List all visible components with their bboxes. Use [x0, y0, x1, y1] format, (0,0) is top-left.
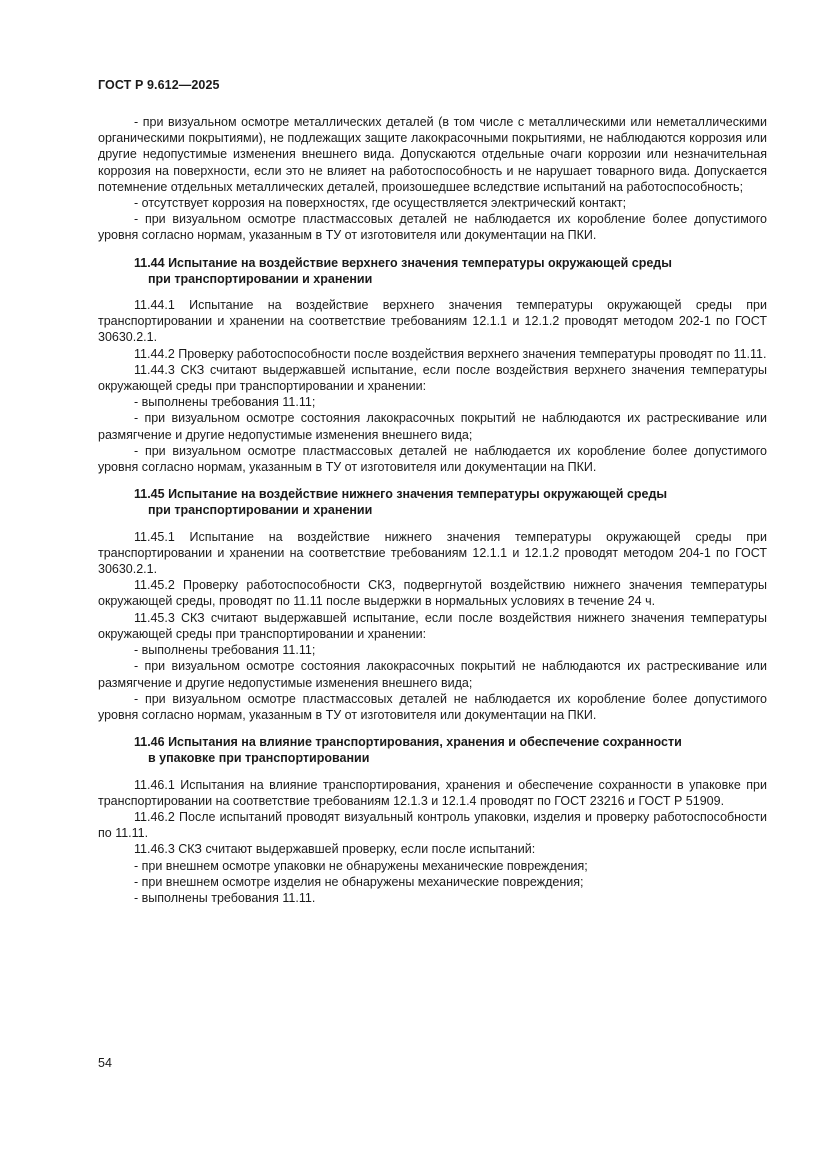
intro-paragraph: - отсутствует коррозия на поверхностях, где осуществляется электрический контакт; — [134, 196, 627, 211]
section-paragraph: - при визуальном осмотре состояния лакокрасочных покрытий не наблюдаются их растрескивание или размягчение и другие недопустимые изменения внешнего вида; — [98, 411, 767, 442]
section-heading-11-45 — [98, 486, 767, 518]
intro-paragraph: - при визуальном осмотре пластмассовых деталей не наблюдается их коробление более допустимого уровня согласно нормам, указанным в ТУ от изготовителя или документации на ПКИ. — [98, 212, 767, 243]
section-heading-line: при транспортировании и хранении — [148, 271, 373, 286]
section-paragraph: - при визуальном осмотре пластмассовых деталей не наблюдается их коробление более допустимого уровня согласно нормам, указанным в ТУ от изготовителя или документации на ПКИ. — [98, 691, 767, 722]
section-heading-line: 11.45 Испытание на воздействие нижнего значения температуры окружающей среды — [134, 487, 668, 502]
section-paragraph: 11.45.2 Проверку работоспособности СКЗ, подвергнутой воздействию нижнего значения температуры окружающей среды, проводят по 11.11 после выдержки в нормальных условиях в течение 24 ч. — [98, 578, 767, 609]
section-paragraph: 11.45.1 Испытание на воздействие нижнего значения температуры окружающей среды при транспортировании и хранении на соответствие требованиям 12.1.1 и 12.1.2 проводят методом 204-1 по ГОСТ 30630.2.1. — [98, 529, 767, 577]
section-paragraph: - выполнены требования 11.11; — [134, 643, 316, 658]
document-body — [98, 114, 767, 906]
section-paragraph: 11.44.2 Проверку работоспособности после воздействия верхнего значения температуры проводят по 11.11. — [134, 346, 767, 361]
section-paragraph: - при визуальном осмотре состояния лакокрасочных покрытий не наблюдаются их растрескивание или размягчение и другие недопустимые изменения внешнего вида; — [98, 659, 767, 690]
section-paragraph: 11.46.1 Испытания на влияние транспортирования, хранения и обеспечение сохранности в упаковке при транспортировании на соответствие требованиям 12.1.3 и 12.1.4 проводят по ГОСТ 23216 и ГОСТ Р 51909. — [98, 777, 767, 808]
section-heading-11-44 — [98, 255, 767, 287]
section-paragraph: 11.45.3 СКЗ считают выдержавшей испытание, если после воздействия нижнего значения температуры окружающей среды при транспортировании и хранении: — [98, 610, 767, 641]
section-paragraph: - при внешнем осмотре упаковки не обнаружены механические повреждения; — [134, 858, 588, 873]
section-paragraph: - при визуальном осмотре пластмассовых деталей не наблюдается их коробление более допустимого уровня согласно нормам, указанным в ТУ от изготовителя или документации на ПКИ. — [98, 443, 767, 475]
document-header: ГОСТ Р 9.612—2025 — [98, 78, 220, 92]
intro-paragraph: - при визуальном осмотре металлических деталей (в том числе с металлическими или неметаллическими органическими покрытиями), не подлежащих защите лакокрасочными покрытиями, не наблюдаются коррозия или другие недопустимые изменения внешнего вида. Допускаются отдельные очаги коррозии или незначительная коррозия на поверхности, если это не влияет на работоспособность и не нарушает товарного вида. Допускается потемнение отдельных металлических деталей, произошедшее вследствие испытаний на работоспособность; — [98, 115, 767, 194]
section-heading-11-46 — [98, 734, 767, 766]
section-heading-line: при транспортировании и хранении — [148, 503, 373, 518]
section-paragraph: 11.44.1 Испытание на воздействие верхнего значения температуры окружающей среды при транспортировании и хранении на соответствие требованиям 12.1.1 и 12.1.2 проводят методом 202-1 по ГОСТ 30630.2.1. — [98, 298, 767, 345]
section-paragraph: - выполнены требования 11.11; — [134, 395, 316, 410]
section-heading-line: в упаковке при транспортировании — [148, 751, 370, 766]
section-paragraph: 11.46.2 После испытаний проводят визуальный контроль упаковки, изделия и проверку работоспособности по 11.11. — [98, 809, 767, 841]
section-heading-line: 11.46 Испытания на влияние транспортирования, хранения и обеспечение сохранности — [134, 735, 682, 750]
page-number: 54 — [98, 1056, 112, 1070]
section-paragraph: - выполнены требования 11.11. — [134, 890, 316, 905]
section-heading-line: 11.44 Испытание на воздействие верхнего значения температуры окружающей среды — [134, 255, 672, 270]
section-paragraph: - при внешнем осмотре изделия не обнаружены механические повреждения; — [134, 874, 584, 889]
section-paragraph: 11.46.3 СКЗ считают выдержавшей проверку, если после испытаний: — [134, 842, 536, 857]
section-paragraph: 11.44.3 СКЗ считают выдержавшей испытание, если после воздействия верхнего значения температуры окружающей среды при транспортировании и хранении: — [98, 362, 767, 394]
